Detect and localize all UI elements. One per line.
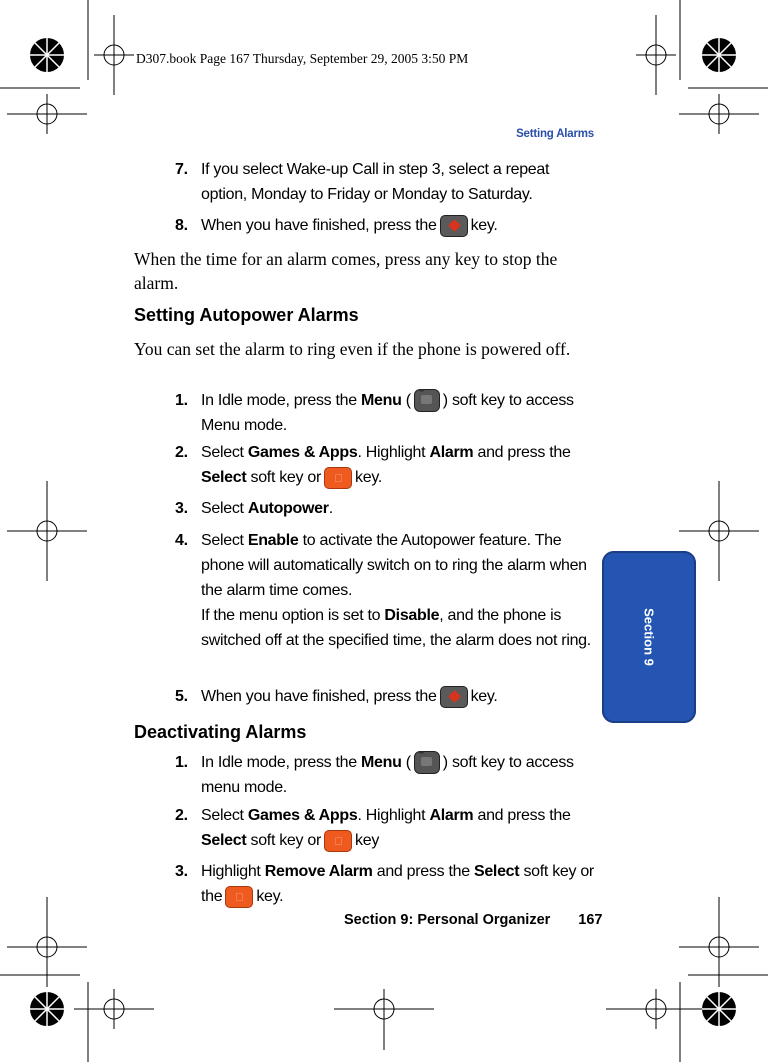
step-text: Select Games & Apps. Highlight Alarm and press the Select soft key or key bbox=[201, 803, 596, 853]
crosshair-bottom-right bbox=[606, 989, 706, 1029]
crosshair-left-lower bbox=[7, 897, 87, 987]
step-text: In Idle mode, press the Menu (••• ) soft key to access Menu mode. bbox=[201, 388, 596, 438]
heading-deactivate: Deactivating Alarms bbox=[134, 722, 307, 742]
crosshair-top-left bbox=[94, 15, 134, 95]
page-footer bbox=[344, 912, 603, 928]
step-number: 3. bbox=[175, 863, 188, 880]
select-key-icon bbox=[225, 886, 253, 908]
step-number: 2. bbox=[175, 807, 188, 824]
file-header: D307.book Page 167 Thursday, September 29, 2005 3:50 PM bbox=[136, 51, 469, 66]
step-text: If you select Wake-up Call in step 3, select a repeat option, Monday to Friday or Monday to Saturday. bbox=[201, 161, 550, 203]
page-number: 167 bbox=[578, 912, 603, 928]
menu-key-icon bbox=[414, 389, 440, 412]
step-number: 1. bbox=[175, 392, 188, 409]
crosshair-left-upper bbox=[7, 94, 87, 134]
step-number: 4. bbox=[175, 532, 188, 549]
crosshair-top-right bbox=[636, 15, 676, 95]
step-number: 2. bbox=[175, 444, 188, 461]
heading-autopower: Setting Autopower Alarms bbox=[134, 305, 359, 325]
crosshair-right-lower bbox=[679, 897, 759, 987]
section-tab-label: Section 9 bbox=[641, 608, 657, 666]
crosshair-left-mid bbox=[7, 481, 87, 581]
step-number: 3. bbox=[175, 500, 188, 517]
crosshair-bottom-left bbox=[74, 989, 154, 1029]
section-tab bbox=[602, 551, 696, 723]
select-key-icon bbox=[324, 467, 352, 489]
step-text: Select Autopower. bbox=[201, 500, 333, 517]
select-key-icon bbox=[324, 830, 352, 852]
step-text: When you have finished, press the key. bbox=[201, 684, 596, 709]
menu-key-icon bbox=[414, 751, 440, 774]
step-text: Highlight Remove Alarm and press the Select soft key or the key. bbox=[201, 859, 596, 909]
step-text: Select Enable to activate the Autopower feature. The phone will automatically switch on to ring the alarm when the alarm time comes. If the menu option is set to Disable, and the phone is switched off at the specified time, the alarm does not ring. bbox=[201, 532, 591, 649]
autopower-intro: You can set the alarm to ring even if the phone is powered off. bbox=[134, 339, 571, 359]
step-number: 5. bbox=[175, 688, 188, 705]
step-number: 1. bbox=[175, 754, 188, 771]
running-head: Setting Alarms bbox=[516, 128, 594, 140]
end-key-icon bbox=[440, 686, 468, 708]
crosshair-bottom-center bbox=[334, 989, 434, 1050]
footer-title: Section 9: Personal Organizer bbox=[344, 912, 551, 928]
stop-alarm-paragraph: When the time for an alarm comes, press any key to stop the alarm. bbox=[134, 249, 558, 293]
end-key-icon bbox=[440, 215, 468, 237]
step-number: 7. bbox=[175, 161, 188, 178]
step-number: 8. bbox=[175, 217, 188, 234]
step-text: When you have finished, press the key. bbox=[201, 213, 596, 238]
crosshair-right-upper bbox=[679, 94, 759, 134]
step-text: In Idle mode, press the Menu (••• ) soft key to access menu mode. bbox=[201, 750, 596, 800]
step-text: Select Games & Apps. Highlight Alarm and press the Select soft key or key. bbox=[201, 440, 596, 490]
